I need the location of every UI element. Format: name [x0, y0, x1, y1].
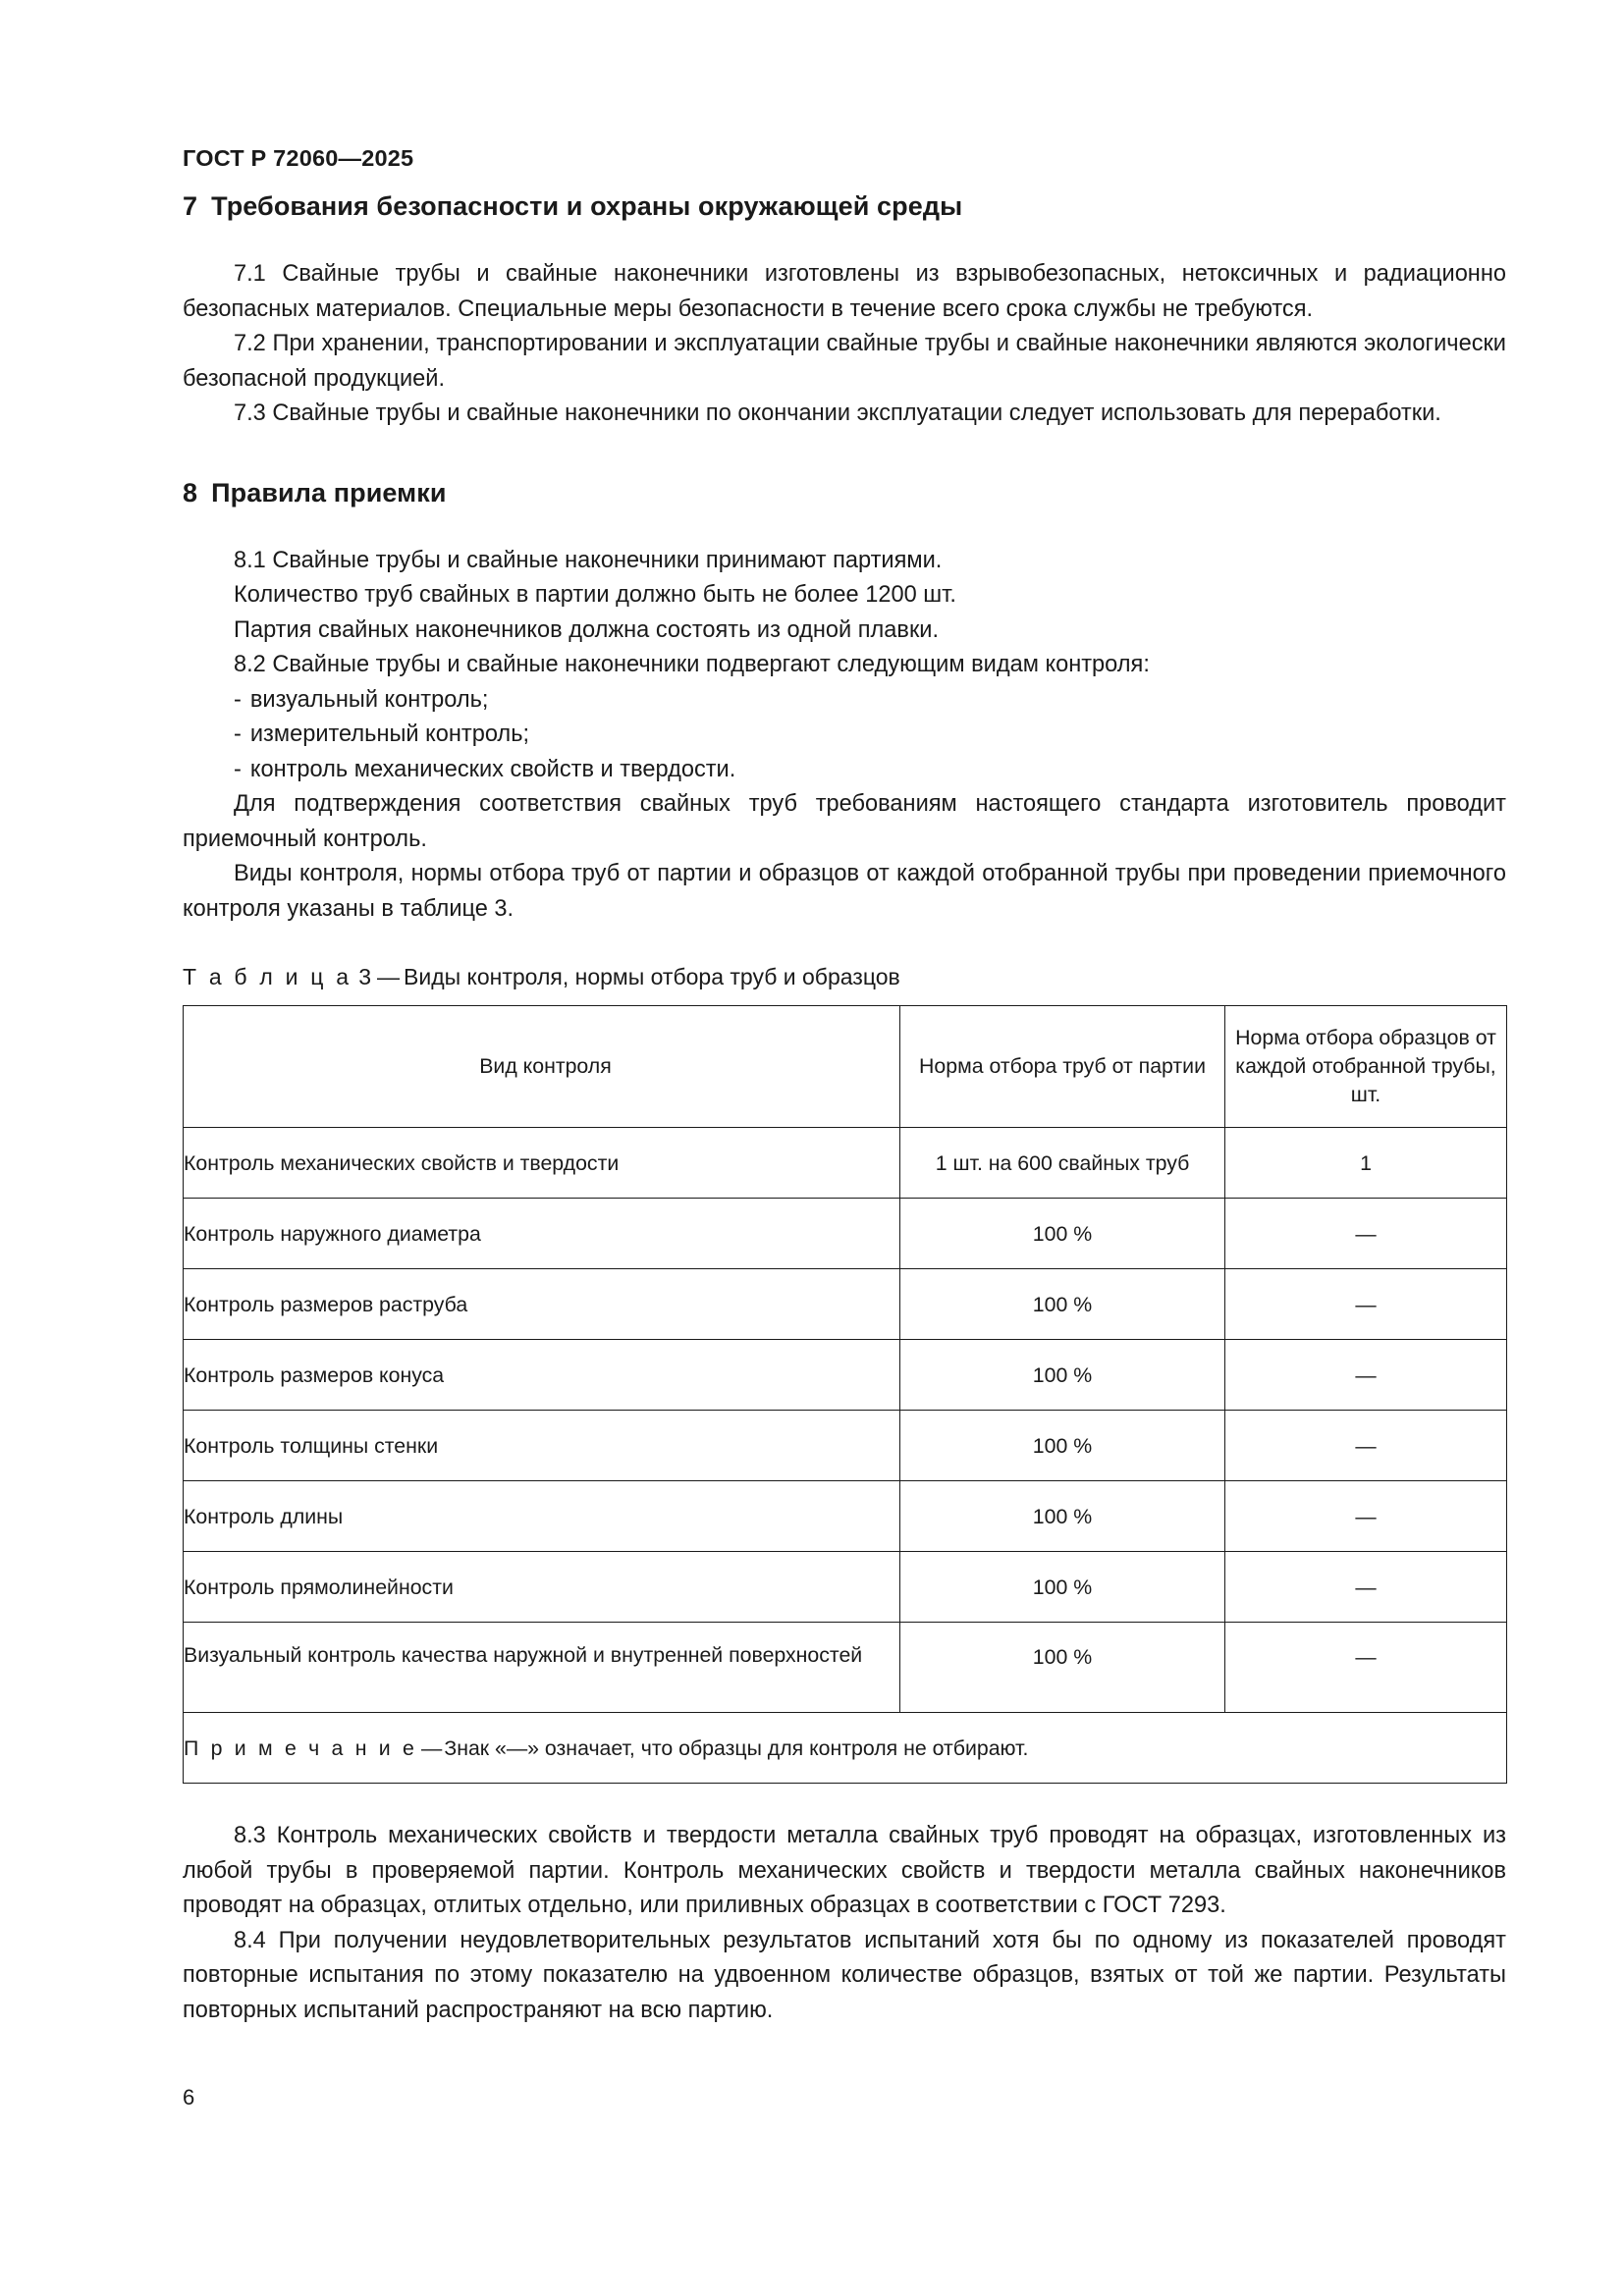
paragraph-8-1-batch: Партия свайных наконечников должна состоять из одной плавки.	[234, 616, 939, 643]
table-note-dash: —	[421, 1735, 443, 1760]
cell-control-type: Контроль размеров раструба	[184, 1269, 900, 1340]
section-8-number: 8	[183, 477, 198, 507]
cell-norm-samples: —	[1225, 1411, 1507, 1481]
column-header-norm-tubes: Норма отбора труб от партии	[900, 1006, 1225, 1128]
cell-norm-tubes: 1 шт. на 600 свайных труб	[900, 1128, 1225, 1199]
spacer	[183, 222, 1506, 257]
table-row	[184, 1199, 1507, 1269]
paragraph-7-3: 7.3 Свайные трубы и свайные наконечники по окончании эксплуатации следует использовать для переработки.	[234, 400, 1441, 426]
cell-norm-samples: —	[1225, 1269, 1507, 1340]
table-note	[184, 1713, 1507, 1784]
section-7-heading	[183, 191, 1506, 222]
spacer	[183, 1784, 1506, 1819]
cell-norm-tubes: 100 %	[900, 1411, 1225, 1481]
list-item-label: измерительный контроль;	[249, 721, 530, 747]
paragraph-confirmation: Для подтверждения соответствия свайных труб требованиям настоящего стандарта изготовитель проводит приемочный контроль.	[183, 791, 1506, 852]
spacer	[183, 432, 1506, 478]
cell-norm-samples: 1	[1225, 1128, 1507, 1199]
list-item	[183, 753, 1506, 788]
cell-control-type: Контроль толщины стенки	[184, 1411, 900, 1481]
cell-norm-samples: —	[1225, 1199, 1507, 1269]
list-item	[183, 718, 1506, 753]
cell-norm-tubes: 100 %	[900, 1623, 1225, 1713]
table-head	[184, 1006, 1507, 1128]
spacer	[183, 145, 1506, 191]
paragraph-8-4: 8.4 При получении неудовлетворительных результатов испытаний хотя бы по одному из показателей проводят повторные испытания по этому показателю на удвоенном количестве образцов, взятых от той же партии. Результаты повторных испытаний распространяют на всю партию.	[183, 1927, 1506, 2023]
page-content	[183, 145, 1506, 2028]
running-header: ГОСТ Р 72060—2025	[183, 145, 414, 171]
list-item-label: визуальный контроль;	[249, 686, 489, 713]
cell-control-type: Контроль наружного диаметра	[184, 1199, 900, 1269]
table-note-row	[184, 1713, 1507, 1784]
table-note-text: Знак «—» означает, что образцы для контроля не отбирают.	[444, 1735, 1029, 1760]
bullet-dash-icon: -	[234, 721, 242, 747]
table-caption-number: 3	[358, 964, 371, 989]
cell-control-type: Контроль длины	[184, 1481, 900, 1552]
table-row	[184, 1552, 1507, 1623]
section-7-title: Требования безопасности и охраны окружающей среды	[211, 191, 963, 221]
column-header-control-type: Вид контроля	[184, 1006, 900, 1128]
spacer	[183, 508, 1506, 544]
paragraph-7-1: 7.1 Свайные трубы и свайные наконечники изготовлены из взрывобезопасных, нетоксичных и радиационно безопасных материалов. Специальные меры безопасности в течение всего срока службы не требуются.	[183, 261, 1506, 322]
column-header-norm-samples: Норма отбора образцов от каждой отобранной трубы, шт.	[1225, 1006, 1507, 1128]
paragraph-table-reference: Виды контроля, нормы отбора труб от партии и образцов от каждой отобранной трубы при проведении приемочного контроля указаны в таблице 3.	[183, 861, 1506, 922]
cell-norm-samples: —	[1225, 1552, 1507, 1623]
cell-control-type: Контроль размеров конуса	[184, 1340, 900, 1411]
list-item-label: контроль механических свойств и твердости.	[249, 756, 736, 782]
cell-norm-samples: —	[1225, 1481, 1507, 1552]
control-types-table	[183, 1005, 1507, 1784]
cell-control-type: Контроль механических свойств и твердости	[184, 1128, 900, 1199]
paragraph-8-2: 8.2 Свайные трубы и свайные наконечники подвергают следующим видам контроля:	[234, 652, 1150, 677]
section-8-title: Правила приемки	[211, 477, 447, 507]
cell-norm-tubes: 100 %	[900, 1481, 1225, 1552]
table-header-row	[184, 1006, 1507, 1128]
table-caption-label: Т а б л и ц а	[183, 964, 352, 989]
table-note-label: П р и м е ч а н и е	[184, 1735, 418, 1760]
table-row	[184, 1269, 1507, 1340]
list-item	[183, 683, 1506, 719]
paragraph-7-2: 7.2 При хранении, транспортировании и эксплуатации свайные трубы и свайные наконечники являются экологически безопасной продукцией.	[183, 331, 1506, 392]
bullet-dash-icon: -	[234, 756, 242, 782]
table-row	[184, 1481, 1507, 1552]
cell-norm-samples: —	[1225, 1340, 1507, 1411]
section-8-heading	[183, 478, 1506, 508]
bullet-dash-icon: -	[234, 686, 242, 713]
table-caption	[183, 962, 1506, 991]
cell-norm-samples: —	[1225, 1623, 1507, 1713]
cell-norm-tubes: 100 %	[900, 1199, 1225, 1269]
paragraph-8-1: 8.1 Свайные трубы и свайные наконечники принимают партиями.	[234, 547, 943, 573]
section-7-number: 7	[183, 191, 198, 221]
table-caption-dash: —	[377, 964, 400, 989]
paragraph-8-3: 8.3 Контроль механических свойств и твердости металла свайных труб проводят на образцах, изготовленных из любой трубы в проверяемой партии. Контроль механических свойств и твердости металла свайных наконечников проводят на образцах, отлитых отдельно, или приливных образцах в соответствии с ГОСТ 7293.	[183, 1823, 1506, 1918]
cell-norm-tubes: 100 %	[900, 1552, 1225, 1623]
spacer	[183, 927, 1506, 962]
cell-norm-tubes: 100 %	[900, 1340, 1225, 1411]
cell-control-type: Контроль прямолинейности	[184, 1552, 900, 1623]
paragraph-8-1-quantity: Количество труб свайных в партии должно быть не более 1200 шт.	[234, 582, 956, 608]
page-number: 6	[183, 2085, 195, 2109]
table-row	[184, 1340, 1507, 1411]
cell-norm-tubes: 100 %	[900, 1269, 1225, 1340]
table-body	[184, 1128, 1507, 1784]
table-caption-title: Виды контроля, нормы отбора труб и образцов	[404, 964, 900, 989]
cell-control-type: Визуальный контроль качества наружной и внутренней поверхностей	[184, 1623, 900, 1713]
table-row	[184, 1128, 1507, 1199]
table-row	[184, 1623, 1507, 1713]
table-row	[184, 1411, 1507, 1481]
